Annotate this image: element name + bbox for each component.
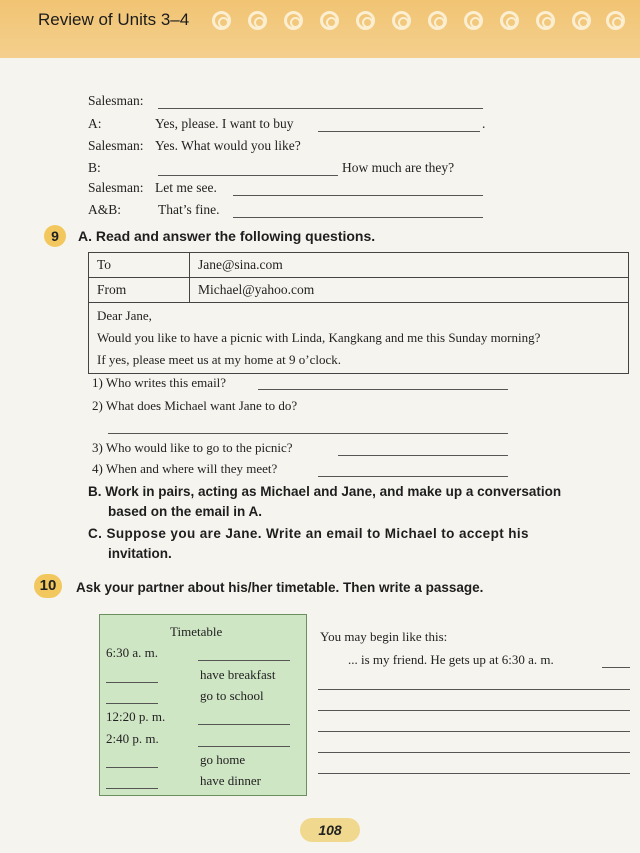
decorative-circle-icon bbox=[606, 11, 625, 30]
question: 1) Who writes this email? bbox=[92, 375, 227, 390]
timetable-time: 6:30 a. m. bbox=[106, 645, 158, 660]
section-number-badge: 9 bbox=[44, 225, 66, 247]
dialogue-line: How much are they? bbox=[342, 160, 455, 175]
passage-begin-label: You may begin like this: bbox=[320, 629, 448, 644]
answer-blank[interactable] bbox=[158, 175, 338, 176]
dialogue-line: Yes, please. I want to buy bbox=[155, 116, 294, 131]
decorative-circle-icon bbox=[428, 11, 447, 30]
timetable-time: 12:20 p. m. bbox=[106, 709, 166, 724]
dialogue-speaker: Salesman: bbox=[88, 138, 144, 153]
answer-blank[interactable] bbox=[258, 389, 508, 390]
answer-blank[interactable] bbox=[233, 217, 483, 218]
answer-blank[interactable] bbox=[318, 131, 480, 132]
dialogue-line: Let me see. bbox=[155, 180, 217, 195]
timetable-blank[interactable] bbox=[106, 682, 158, 683]
timetable-activity: go to school bbox=[200, 688, 264, 703]
section-9-part-b-instruction: B. Work in pairs, acting as Michael and Jane, and make up a conversation bbox=[88, 484, 562, 499]
timetable-time: 2:40 p. m. bbox=[106, 731, 159, 746]
decorative-circle-icon bbox=[212, 11, 231, 30]
section-9-part-b-instruction-cont: based on the email in A. bbox=[108, 504, 263, 519]
dialogue-speaker: A&B: bbox=[88, 202, 122, 217]
email-body bbox=[89, 303, 629, 374]
decorative-circle-icon bbox=[464, 11, 483, 30]
question: 3) Who would like to go to the picnic? bbox=[92, 440, 293, 455]
timetable-blank[interactable] bbox=[198, 746, 290, 747]
writing-line[interactable] bbox=[318, 752, 630, 753]
decorative-circle-icon bbox=[572, 11, 591, 30]
answer-blank[interactable] bbox=[233, 195, 483, 196]
timetable-blank[interactable] bbox=[198, 660, 290, 661]
email-to-value: Jane@sina.com bbox=[190, 253, 629, 278]
section-9-part-c-instruction: C. Suppose you are Jane. Write an email to Michael to accept his bbox=[88, 526, 529, 541]
section-9-part-a-instruction: A. Read and answer the following questions. bbox=[78, 228, 376, 244]
decorative-circle-icon bbox=[500, 11, 519, 30]
dialogue-punctuation: . bbox=[482, 116, 486, 131]
email-from-label: From bbox=[89, 278, 190, 303]
email-table bbox=[88, 252, 629, 374]
decorative-circle-icon bbox=[356, 11, 375, 30]
answer-blank[interactable] bbox=[318, 476, 508, 477]
writing-line[interactable] bbox=[602, 667, 630, 668]
decorative-circle-icon bbox=[248, 11, 267, 30]
decorative-circle-icon bbox=[392, 11, 411, 30]
decorative-circle-icon bbox=[284, 11, 303, 30]
dialogue-speaker: B: bbox=[88, 160, 101, 175]
email-greeting: Dear Jane, bbox=[97, 308, 152, 323]
unit-title: Review of Units 3–4 bbox=[38, 10, 190, 29]
answer-blank[interactable] bbox=[108, 433, 508, 434]
answer-blank[interactable] bbox=[338, 455, 508, 456]
decorative-circle-icon bbox=[320, 11, 339, 30]
dialogue-speaker: Salesman: bbox=[88, 180, 144, 195]
dialogue-line: That’s fine. bbox=[158, 202, 220, 217]
dialogue-speaker: A: bbox=[88, 116, 102, 131]
dialogue-line: Yes. What would you like? bbox=[155, 138, 301, 153]
timetable-blank[interactable] bbox=[106, 767, 158, 768]
answer-blank[interactable] bbox=[158, 108, 483, 109]
email-from-value: Michael@yahoo.com bbox=[190, 278, 629, 303]
question: 4) When and where will they meet? bbox=[92, 461, 278, 476]
writing-line[interactable] bbox=[318, 689, 630, 690]
timetable-activity: have dinner bbox=[200, 773, 262, 788]
section-9-part-c-instruction-cont: invitation. bbox=[108, 546, 172, 561]
writing-line[interactable] bbox=[318, 773, 630, 774]
timetable-blank[interactable] bbox=[106, 788, 158, 789]
writing-line[interactable] bbox=[318, 710, 630, 711]
passage-begin-text: ... is my friend. He gets up at 6:30 a. m. bbox=[348, 652, 554, 667]
decorative-circle-icon bbox=[536, 11, 555, 30]
timetable-activity: go home bbox=[200, 752, 246, 767]
page-number: 108 bbox=[300, 818, 360, 842]
timetable-card bbox=[99, 614, 307, 796]
writing-line[interactable] bbox=[318, 731, 630, 732]
email-body-line: If yes, please meet us at my home at 9 o’clock. bbox=[97, 352, 342, 367]
timetable-activity: have breakfast bbox=[200, 667, 276, 682]
dialogue-speaker: Salesman: bbox=[88, 93, 144, 108]
timetable-title: Timetable bbox=[170, 624, 223, 639]
timetable-blank[interactable] bbox=[106, 703, 158, 704]
section-number-badge: 10 bbox=[34, 574, 62, 598]
question: 2) What does Michael want Jane to do? bbox=[92, 398, 298, 413]
email-body-line: Would you like to have a picnic with Linda, Kangkang and me this Sunday morning? bbox=[97, 330, 541, 345]
section-10-instruction: Ask your partner about his/her timetable. Then write a passage. bbox=[76, 580, 484, 595]
email-to-label: To bbox=[89, 253, 190, 278]
timetable-blank[interactable] bbox=[198, 724, 290, 725]
